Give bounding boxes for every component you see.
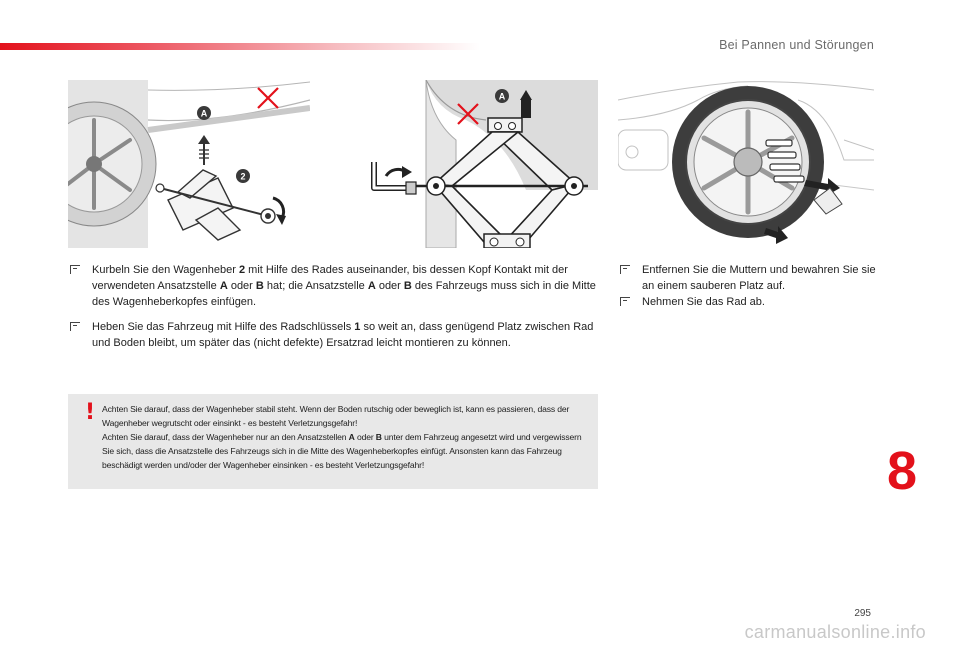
step-remove-wheel: Nehmen Sie das Rad ab. xyxy=(620,294,880,310)
warning-icon: ! xyxy=(85,400,96,425)
bullet-marker-icon xyxy=(70,265,80,274)
illustration-jack-positioning xyxy=(68,80,310,248)
warning-text: Achten Sie darauf, dass der Wagenheber stabil steht. Wenn der Boden rutschig oder beweglich ist, kann es passieren, dass der Wagenheber wegrutscht oder einsinkt - es besteht Verletzungsgefahr! Achten Sie darauf, dass der Wagenheber nur an den Ansatzstellen A oder B unter dem Fahrzeug angesetzt wird und vergewissern Sie sich, dass die Ansatzstelle des Fahrzeugs sich in die Mitte des Wagenheberkopfes einfügt. Ansonsten kann das Fahrzeug beschädigt werden und/oder der Wagenheber einsinken - es besteht Verletzungsgefahr! xyxy=(102,404,582,470)
illustration-wheel-removal xyxy=(618,80,874,248)
section-title: Bei Pannen und Störungen xyxy=(719,38,874,52)
chapter-number: 8 xyxy=(887,441,918,501)
warning-box xyxy=(68,394,598,489)
bullet-marker-icon xyxy=(70,322,80,331)
svg-text:A: A xyxy=(498,91,506,102)
bullet-marker-icon xyxy=(620,297,630,306)
bullet-marker-icon xyxy=(620,265,630,274)
step-raise-vehicle: Heben Sie das Fahrzeug mit Hilfe des Radschlüssels 1 so weit an, dass genügend Platz zwischen Rad und Boden bleibt, um später das (nicht defekte) Ersatzrad leicht montieren zu können. xyxy=(70,319,610,351)
header-accent-bar xyxy=(0,43,480,50)
watermark-text: carmanualsonline.info xyxy=(744,622,926,642)
illustration-jack-closeup xyxy=(356,80,598,248)
step-extend-jack: Kurbeln Sie den Wagenheber 2 mit Hilfe des Rades auseinander, bis dessen Kopf Kontakt mit der verwendeten Ansatzstelle A oder B hat; die Ansatzstelle A oder B des Fahrzeugs muss sich in die Mitte des Wagenheberkopfes einfügen. xyxy=(70,262,610,310)
svg-text:2: 2 xyxy=(240,171,246,182)
page-number: 295 xyxy=(854,608,871,619)
step-remove-nuts: Entfernen Sie die Muttern und bewahren Sie sie an einem sauberen Platz auf. xyxy=(620,262,880,294)
svg-text:A: A xyxy=(200,108,208,119)
